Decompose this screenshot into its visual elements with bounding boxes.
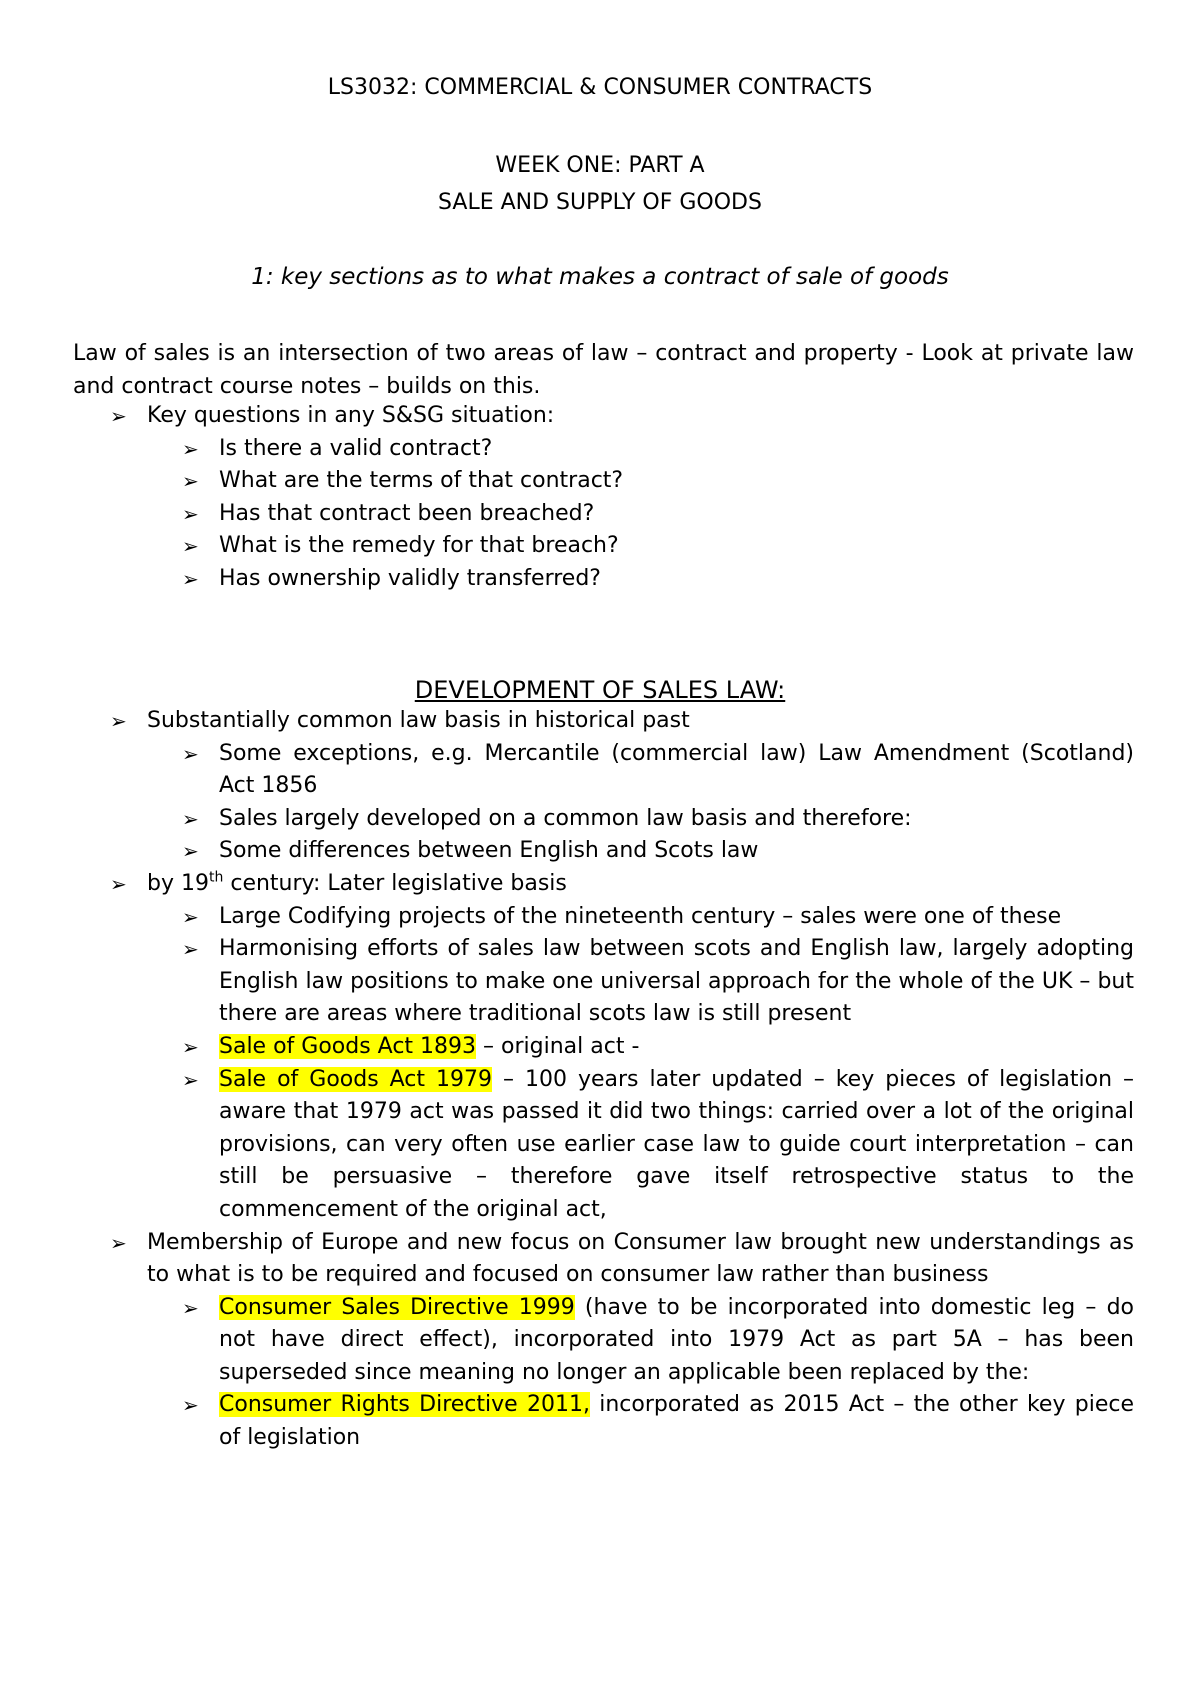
highlighted-act-1893: Sale of Goods Act 1893: [219, 1033, 477, 1059]
highlighted-directive-2011: Consumer Rights Directive 2011,: [219, 1392, 590, 1418]
document-subtitle: SALE AND SUPPLY OF GOODS: [438, 190, 762, 215]
highlighted-directive-1999: Consumer Sales Directive 1999: [219, 1294, 575, 1320]
list-item: [0, 1031, 1134, 1064]
key-questions-list: [0, 400, 1200, 596]
soga-1893-text: – original act -: [476, 1033, 640, 1059]
arrowhead-bullet-icon: ➢: [110, 871, 127, 896]
arrowhead-bullet-icon: ➢: [182, 1034, 199, 1059]
list-item: [0, 803, 1134, 836]
common-law-text: Substantially common law basis in historical past: [147, 708, 690, 733]
list-item: [0, 738, 1134, 803]
arrowhead-bullet-icon: ➢: [182, 469, 199, 494]
century-superscript: th: [208, 869, 224, 886]
soga-1979-text: – 100 years later updated – key pieces of legislation – aware that 1979 act was passed it did two things: carried over a lot of the original provisions, can very often use earlier case law to guide court interpretation – can still be persuasive – therefore gave itself retrospective status to the commencement of the original act,: [219, 1066, 1134, 1222]
arrowhead-bullet-icon: ➢: [182, 806, 199, 831]
crd-text: incorporated as 2015 Act – the other key piece of legislation: [219, 1392, 1134, 1451]
arrowhead-bullet-icon: ➢: [182, 1295, 199, 1320]
question-text: Is there a valid contract?: [219, 435, 493, 461]
list-item: [0, 933, 1134, 1031]
list-item: [0, 1389, 1134, 1454]
exceptions-text: Some exceptions, e.g. Mercantile (commercial law) Law Amendment (Scotland) Act 1856: [219, 740, 1134, 799]
harmonising-text: Harmonising efforts of sales law between scots and English law, largely adopting English law positions to make one universal approach for the whole of the UK – but there are areas where traditional scots law is still present: [219, 936, 1134, 1027]
arrowhead-bullet-icon: ➢: [110, 1230, 127, 1255]
arrowhead-bullet-icon: ➢: [182, 1067, 199, 1092]
highlighted-act-1979: Sale of Goods Act 1979: [219, 1066, 493, 1092]
list-item: [0, 563, 1134, 596]
arrowhead-bullet-icon: ➢: [182, 436, 199, 461]
century-prefix: by 19: [147, 870, 209, 896]
arrowhead-bullet-icon: ➢: [182, 1393, 199, 1418]
question-text: Has ownership validly transferred?: [219, 565, 601, 591]
europe-text: Membership of Europe and new focus on Consumer law brought new understandings as to what is to be required and focused on consumer law rather than business: [147, 1229, 1134, 1288]
arrowhead-bullet-icon: ➢: [110, 404, 127, 428]
list-item: [0, 705, 1134, 738]
question-text: What is the remedy for that breach?: [219, 533, 619, 559]
section-heading-development: DEVELOPMENT OF SALES LAW:: [414, 676, 786, 704]
list-item: [0, 901, 1134, 934]
csd-text: (have to be incorporated into domestic leg – do not have direct effect), incorporated into 1979 Act as part 5A – has been superseded since meaning no longer an applicable been replaced by the:: [219, 1294, 1134, 1385]
week-heading: WEEK ONE: PART A: [495, 153, 705, 178]
list-item: [0, 400, 1134, 433]
list-item: [0, 1292, 1134, 1390]
arrowhead-bullet-icon: ➢: [182, 904, 199, 929]
arrowhead-bullet-icon: ➢: [182, 566, 199, 591]
list-item: [0, 868, 1134, 901]
list-item: [0, 530, 1134, 563]
intro-paragraph: Law of sales is an intersection of two areas of law – contract and property - Look at private law and contract course notes – builds on this.: [73, 341, 1134, 399]
differences-text: Some differences between English and Scots law: [219, 838, 759, 864]
arrowhead-bullet-icon: ➢: [182, 534, 199, 559]
arrowhead-bullet-icon: ➢: [182, 937, 199, 962]
question-text: Has that contract been breached?: [219, 500, 595, 526]
arrowhead-bullet-icon: ➢: [182, 501, 199, 526]
century-suffix: century: Later legislative basis: [223, 870, 567, 896]
development-list: [0, 705, 1200, 1455]
section-heading-key-sections: 1: key sections as to what makes a contract of sale of goods: [251, 264, 949, 290]
list-item: [0, 433, 1134, 466]
document-title: LS3032: COMMERCIAL & CONSUMER CONTRACTS: [327, 75, 873, 100]
list-item: [0, 1064, 1134, 1227]
sales-common-law-text: Sales largely developed on a common law basis and therefore:: [219, 805, 912, 831]
question-text: What are the terms of that contract?: [219, 468, 624, 494]
arrowhead-bullet-icon: ➢: [110, 709, 127, 733]
list-item: [0, 465, 1134, 498]
arrowhead-bullet-icon: ➢: [182, 839, 199, 864]
arrowhead-bullet-icon: ➢: [182, 741, 199, 766]
list-item: [0, 1227, 1134, 1292]
key-questions-label: Key questions in any S&SG situation:: [147, 403, 555, 428]
list-item: [0, 835, 1134, 868]
codifying-text: Large Codifying projects of the nineteenth century – sales were one of these: [219, 903, 1062, 929]
list-item: [0, 498, 1134, 531]
